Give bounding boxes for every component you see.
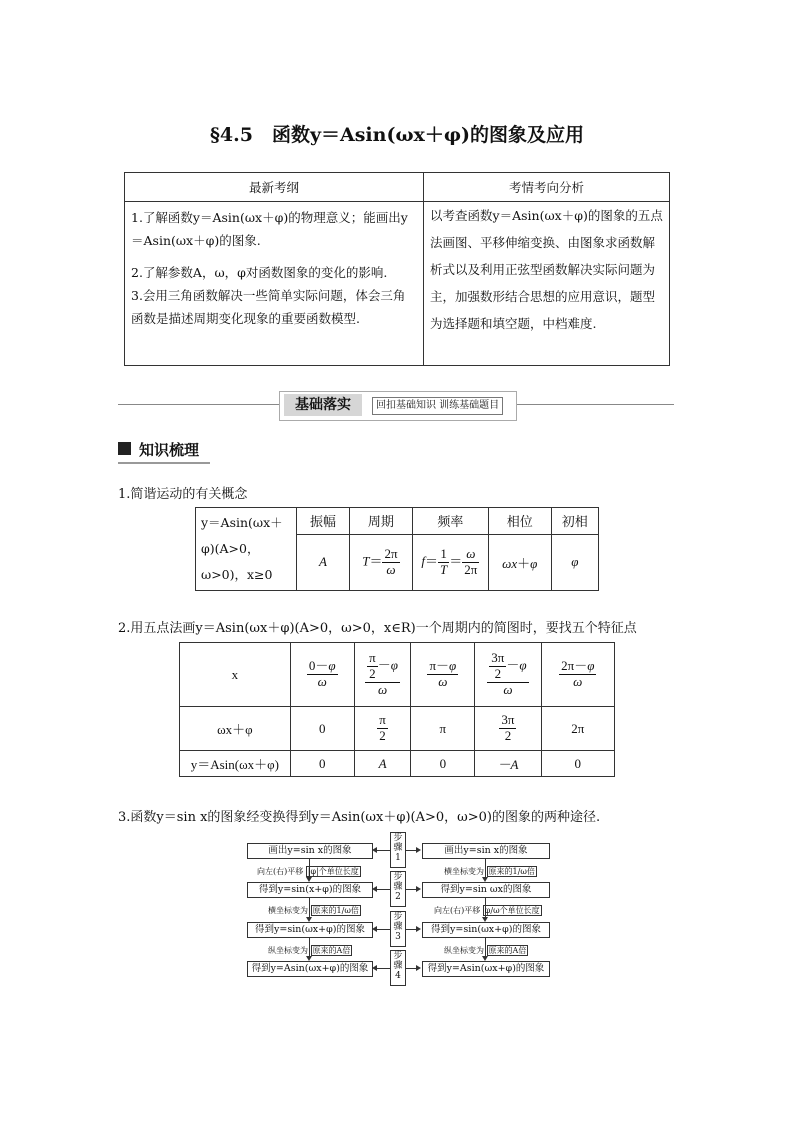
phase-value-5: 2π <box>541 707 614 751</box>
part2-heading: 2.用五点法画y＝Asin(ωx＋φ)(A>0，ω>0，x∈R)一个周期内的简图时，要找五个特征点 <box>118 621 637 636</box>
section-title: 知识梳理 <box>139 441 200 459</box>
left-label-3: 纵坐标变为 原来的A倍 <box>268 946 351 955</box>
left-box-3: 得到y=sin(ωx+φ)的图象 <box>247 922 373 938</box>
five-point-table <box>179 642 615 777</box>
exam-outline-table <box>124 172 670 366</box>
phase-value-2: $\frac{\pi}{2}$ <box>354 707 411 751</box>
step3-left-line <box>377 929 390 930</box>
left-label-1: 向左(右)平移 |φ|个单位长度 <box>257 867 359 876</box>
row-label-x: x <box>180 643 291 707</box>
right-arrow-down-1-icon <box>482 877 488 882</box>
step4-right-arrow-icon <box>416 965 421 971</box>
y-value-2: A <box>354 751 411 777</box>
phase-value-1: 0 <box>290 707 354 751</box>
banner-sub-label: 回扣基础知识 训练基础题目 <box>372 397 503 415</box>
left-label-2: 横坐标变为 原来的1/ω倍 <box>268 906 359 915</box>
right-arrow-down-2-icon <box>482 917 488 922</box>
exam-item-1: 1.了解函数y＝Asin(ωx＋φ)的物理意义；能画出y＝Asin(ωx＋φ)的图象. <box>131 210 408 248</box>
step-4: 步 骤 4 <box>390 950 406 986</box>
exam-item-3: 3.会用三角函数解决一些简单实际问题，体会三角函数是描述周期变化现象的重要函数模型. <box>131 288 406 326</box>
x-value-5: $\frac{2\pi-\varphi}{\omega}$ <box>541 643 614 707</box>
section-banner <box>279 391 517 421</box>
left-arrow-down-3-icon <box>306 956 312 961</box>
left-arrow-down-2-icon <box>306 917 312 922</box>
step3-left-arrow-icon <box>372 926 377 932</box>
left-arrow-down-1-icon <box>306 877 312 882</box>
shm-row-label: y＝Asin(ωx＋φ)(A>0，ω>0)，x≥0 <box>196 508 297 591</box>
x-value-4: $\frac{3\pi}{2}$ －φ ω <box>475 643 541 707</box>
y-value-3: 0 <box>411 751 475 777</box>
y-value-5: 0 <box>541 751 614 777</box>
header-period: 周期 <box>350 508 413 535</box>
step2-left-line <box>377 889 390 890</box>
phase-value-3: π <box>411 707 475 751</box>
step-3: 步 骤 3 <box>390 911 406 947</box>
y-value-1: 0 <box>290 751 354 777</box>
section-title-underline <box>118 462 210 464</box>
step2-right-arrow-icon <box>416 886 421 892</box>
header-phase: 相位 <box>488 508 551 535</box>
header-frequency: 频率 <box>412 508 488 535</box>
header-initial-phase: 初相 <box>551 508 598 535</box>
right-box-2: 得到y=sin ωx的图象 <box>422 882 550 898</box>
right-label-3: 纵坐标变为 原来的A倍 <box>444 946 527 955</box>
left-box-1: 画出y=sin x的图象 <box>247 843 373 859</box>
exam-col2-header: 考情考向分析 <box>424 173 670 202</box>
right-arrow-down-3-icon <box>482 956 488 961</box>
right-box-4: 得到y=Asin(ωx+φ)的图象 <box>422 961 550 977</box>
right-label-2: 向左(右)平移 φ/ω个单位长度 <box>434 906 540 915</box>
row-label-phase: ωx＋φ <box>180 707 291 751</box>
step2-left-arrow-icon <box>372 886 377 892</box>
banner-main-label: 基础落实 <box>284 394 362 416</box>
step-1: 步 骤 1 <box>390 832 406 868</box>
right-box-1: 画出y=sin x的图象 <box>422 843 550 859</box>
step1-left-line <box>377 850 390 851</box>
part1-heading: 1.简谐运动的有关概念 <box>118 487 248 502</box>
step4-left-line <box>377 968 390 969</box>
x-value-1: $\frac{0-\varphi}{\omega}$ <box>290 643 354 707</box>
row-label-y: y＝Asin(ωx＋φ) <box>180 751 291 777</box>
step1-left-arrow-icon <box>372 847 377 853</box>
x-value-3: $\frac{\pi-\varphi}{\omega}$ <box>411 643 475 707</box>
exam-analysis: 以考查函数y＝Asin(ωx＋φ)的图象的五点法画图、平移伸缩变换、由图象求函数解析式以及利用正弦型函数解决实际问题为主，加强数形结合思想的应用意识，题型为选择题和填空题，中档难度. <box>424 202 670 366</box>
value-initial-phase: φ <box>551 534 598 590</box>
x-value-2: $\frac{\pi}{2}$ －φ ω <box>354 643 411 707</box>
step-2: 步 骤 2 <box>390 871 406 907</box>
value-frequency: f＝ $\frac{1}{T}$ ＝ $\frac{\omega}{2\pi}$ <box>412 534 488 590</box>
y-value-4: －A <box>475 751 541 777</box>
value-amplitude: A <box>296 534 349 590</box>
exam-item-2: 2.了解参数A，ω，φ对函数图象的变化的影响. <box>131 265 388 280</box>
step3-right-arrow-icon <box>416 926 421 932</box>
right-box-3: 得到y=sin(ωx+φ)的图象 <box>422 922 550 938</box>
right-label-1: 横坐标变为 原来的1/ω倍 <box>444 867 535 876</box>
phase-value-4: $\frac{3\pi}{2}$ <box>475 707 541 751</box>
header-amplitude: 振幅 <box>296 508 349 535</box>
shm-concept-table <box>195 507 599 591</box>
left-box-4: 得到y=Asin(ωx+φ)的图象 <box>247 961 373 977</box>
left-box-2: 得到y=sin(x+φ)的图象 <box>247 882 373 898</box>
part3-heading: 3.函数y＝sin x的图象经变换得到y＝Asin(ωx＋φ)(A>0，ω>0)的图象的两种途径. <box>118 810 601 825</box>
square-bullet-icon <box>118 442 131 455</box>
step4-left-arrow-icon <box>372 965 377 971</box>
exam-col1-header: 最新考纲 <box>125 173 424 202</box>
page-title: §4.5 函数y＝Asin(ωx＋φ)的图象及应用 <box>209 124 585 146</box>
step1-right-arrow-icon <box>416 847 421 853</box>
value-phase: ωx＋φ <box>488 534 551 590</box>
value-period: T＝ $\frac{2\pi}{\omega}$ <box>350 534 413 590</box>
